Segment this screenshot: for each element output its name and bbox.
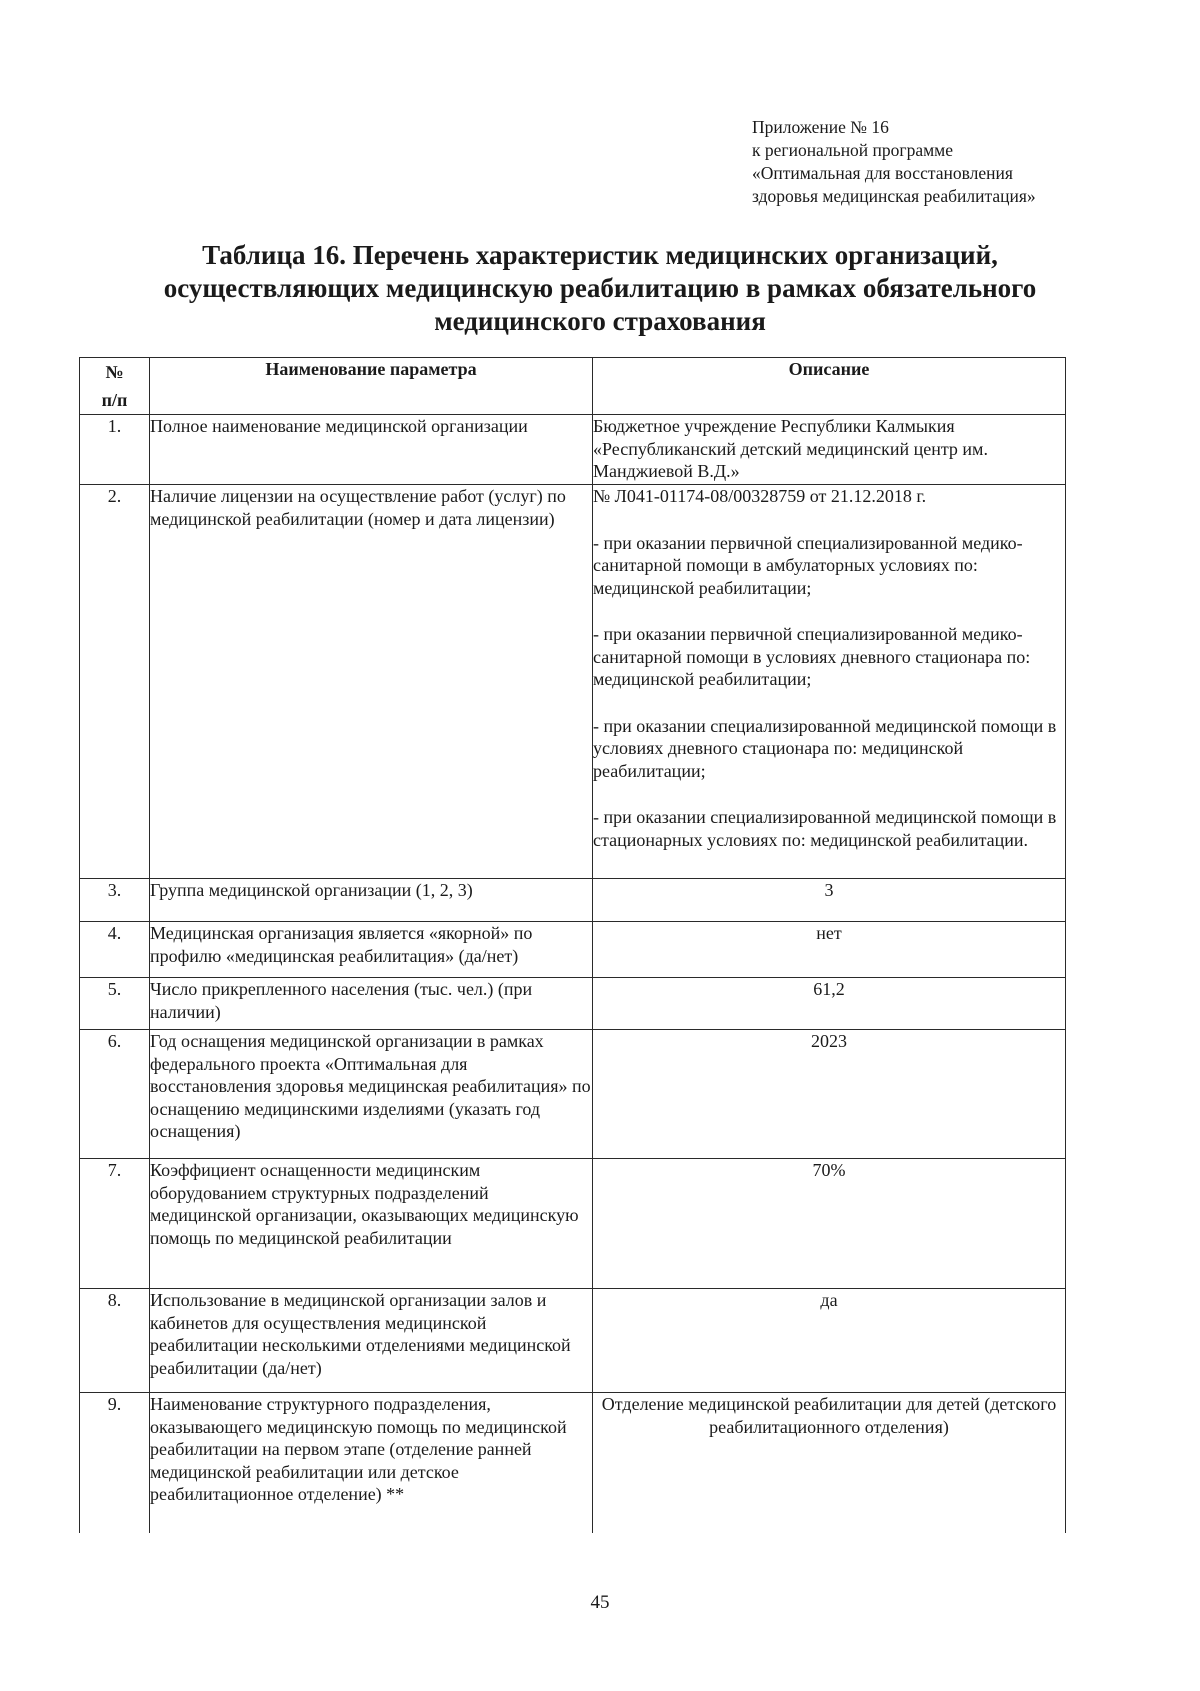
row-desc: нет bbox=[593, 922, 1066, 978]
row-num: 3. bbox=[80, 879, 150, 922]
row-num: 4. bbox=[80, 922, 150, 978]
table-row bbox=[80, 1289, 1066, 1393]
header-num-line: п/п bbox=[101, 390, 128, 410]
appendix-line: «Оптимальная для восстановления bbox=[752, 163, 1013, 183]
table-row bbox=[80, 978, 1066, 1030]
row-num: 2. bbox=[80, 485, 150, 879]
license-item: - при оказании специализированной медицинской помощи в условиях дневного стационара по: медицинской реабилитации; bbox=[593, 715, 1057, 781]
table-title bbox=[60, 239, 1140, 338]
row-param: Число прикрепленного населения (тыс. чел.) (при наличии) bbox=[150, 978, 593, 1030]
appendix-line: Приложение № 16 bbox=[752, 117, 889, 137]
table-header-row bbox=[80, 358, 1066, 415]
row-param: Использование в медицинской организации залов и кабинетов для осуществления медицинской реабилитации несколькими отделениями медицинской реабилитации (да/нет) bbox=[150, 1289, 593, 1393]
row-desc: да bbox=[593, 1289, 1066, 1393]
table-row bbox=[80, 1159, 1066, 1289]
row-param: Наличие лицензии на осуществление работ (услуг) по медицинской реабилитации (номер и дата лицензии) bbox=[150, 485, 593, 879]
appendix-note bbox=[752, 116, 1152, 208]
license-item: - при оказании специализированной медицинской помощи в стационарных условиях по: медицинской реабилитации. bbox=[593, 807, 1057, 850]
title-line: осуществляющих медицинскую реабилитацию в рамках обязательного bbox=[163, 273, 1037, 303]
row-desc: 3 bbox=[593, 879, 1066, 922]
row-param: Группа медицинской организации (1, 2, 3) bbox=[150, 879, 593, 922]
header-num-line: № bbox=[105, 362, 124, 382]
title-line: медицинского страхования bbox=[434, 306, 766, 336]
row-desc: Отделение медицинской реабилитации для детей (детского реабилитационного отделения) bbox=[593, 1393, 1066, 1533]
table-row bbox=[80, 879, 1066, 922]
table-row bbox=[80, 1030, 1066, 1159]
table-row bbox=[80, 485, 1066, 879]
license-number: № Л041-01174-08/00328759 от 21.12.2018 г. bbox=[593, 486, 927, 506]
row-desc bbox=[593, 485, 1066, 879]
header-desc: Описание bbox=[593, 358, 1066, 415]
row-param: Медицинская организация является «якорной» по профилю «медицинская реабилитация» (да/нет) bbox=[150, 922, 593, 978]
license-item: - при оказании первичной специализированной медико-санитарной помощи в амбулаторных условиях по: медицинской реабилитации; bbox=[593, 532, 1023, 598]
row-desc: 70% bbox=[593, 1159, 1066, 1289]
header-param: Наименование параметра bbox=[150, 358, 593, 415]
page-number: 45 bbox=[590, 1592, 610, 1613]
table-row bbox=[80, 415, 1066, 485]
title-line: Таблица 16. Перечень характеристик медицинских организаций, bbox=[202, 240, 998, 270]
header-num bbox=[80, 358, 150, 415]
row-num: 1. bbox=[80, 415, 150, 485]
row-desc: 2023 bbox=[593, 1030, 1066, 1159]
row-num: 9. bbox=[80, 1393, 150, 1533]
row-param: Коэффициент оснащенности медицинским оборудованием структурных подразделений медицинской организации, оказывающих медицинскую помощь по медицинской реабилитации bbox=[150, 1159, 593, 1289]
appendix-line: к региональной программе bbox=[752, 140, 954, 160]
row-param: Наименование структурного подразделения, оказывающего медицинскую помощь по медицинской реабилитации на первом этапе (отделение ранней медицинской реабилитации или детское реабилитационное отделение) ** bbox=[150, 1393, 593, 1533]
row-num: 6. bbox=[80, 1030, 150, 1159]
row-num: 7. bbox=[80, 1159, 150, 1289]
table-row bbox=[80, 1393, 1066, 1533]
row-desc: 61,2 bbox=[593, 978, 1066, 1030]
appendix-line: здоровья медицинская реабилитация» bbox=[752, 186, 1036, 206]
table-row bbox=[80, 922, 1066, 978]
row-param: Полное наименование медицинской организации bbox=[150, 415, 593, 485]
row-desc: Бюджетное учреждение Республики Калмыкия «Республиканский детский медицинский центр им. Манджиевой В.Д.» bbox=[593, 415, 1066, 485]
row-num: 5. bbox=[80, 978, 150, 1030]
row-num: 8. bbox=[80, 1289, 150, 1393]
row-param: Год оснащения медицинской организации в рамках федерального проекта «Оптимальная для восстановления здоровья медицинская реабилитация» по оснащению медицинскими изделиями (указать год оснащения) bbox=[150, 1030, 593, 1159]
license-item: - при оказании первичной специализированной медико-санитарной помощи в условиях дневного стационара по: медицинской реабилитации; bbox=[593, 624, 1031, 689]
characteristics-table bbox=[79, 357, 1066, 1533]
